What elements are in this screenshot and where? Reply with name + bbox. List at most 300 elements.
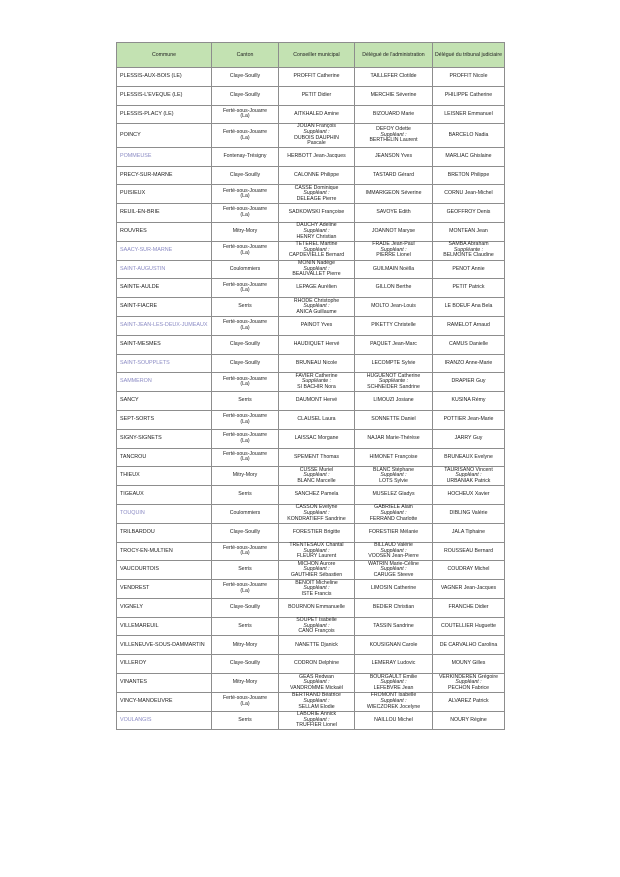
cell-admin [355,392,433,411]
cell-commune: TANCROU [117,448,212,467]
tribunal-line: MARLIAC Ghislaine [445,152,492,159]
admin-line: FORESTIER Mélanie [368,528,419,535]
table-row [117,105,505,124]
canton-line: Claye-Souilly [229,528,261,535]
cell-tribunal [433,147,505,166]
table-row [117,636,505,655]
conseiller-line: FLEURY Laurent [296,553,337,560]
tribunal-line: HOCHEUX Xavier [447,491,490,498]
cell-commune: SAINT-AUGUSTIN [117,260,212,279]
table-row [117,392,505,411]
canton-line: Ferté-sous-Jouarre [222,281,268,288]
cell-admin [355,617,433,636]
canton-line: (La) [240,700,250,707]
canton-line: (La) [240,193,250,200]
cell-commune: PUISIEUX [117,185,212,204]
cell-commune: VIGNELY [117,598,212,617]
tribunal-line: ROUSSEAU Bernard [443,547,493,554]
cell-conseiller [279,542,355,561]
cell-admin [355,147,433,166]
cell-conseiller [279,504,355,523]
canton-line: Serris [238,397,252,404]
tribunal-line: FRANCHE Didier [448,603,489,610]
cell-conseiller [279,429,355,448]
cell-admin [355,86,433,105]
conseiller-line: VANDROMME Mickaël [290,684,343,691]
cell-tribunal [433,222,505,241]
conseiller-line: FORESTIER Brigitte [292,528,341,535]
canton-line: Mitry-Mory [232,228,258,235]
tribunal-line: TAURISANO Vincent [444,466,493,473]
cell-tribunal [433,429,505,448]
admin-line: Suppléant : [380,679,407,686]
cell-tribunal [433,636,505,655]
conseiller-line: LAISSAC Morgane [294,434,339,441]
cell-admin [355,241,433,260]
tribunal-line: LEISNER Emmanuel [444,110,493,117]
admin-line: BIZOUARD Marie [372,110,415,117]
table-row [117,617,505,636]
conseiller-line: DAUCHY Adeline [296,222,337,229]
cell-admin [355,542,433,561]
cell-tribunal [433,467,505,486]
cell-conseiller [279,486,355,505]
cell-commune: VOULANGIS [117,711,212,730]
delegates-table [116,42,505,730]
canton-line: Serris [238,303,252,310]
conseiller-line: Suppléante : [301,378,332,385]
cell-admin [355,598,433,617]
conseiller-line: CALONNE Philippe [294,171,339,178]
tribunal-line: Suppléant : [455,472,482,479]
table-row [117,222,505,241]
tribunal-line: CAMUS Danielle [449,340,488,347]
conseiller-line: CANO François [298,628,335,635]
cell-tribunal [433,185,505,204]
conseiller-line: HAUDIQUET Hervé [293,340,340,347]
cell-canton [212,316,279,335]
admin-line: GABRIELE Alain [374,504,413,511]
cell-canton [212,335,279,354]
cell-commune: ROUVRES [117,222,212,241]
cell-commune: SIGNY-SIGNETS [117,429,212,448]
cell-tribunal [433,124,505,147]
canton-line: Coulommiers [229,265,261,272]
conseiller-line: Suppléant : [303,472,330,479]
cell-tribunal [433,617,505,636]
cell-commune: TOUQUIN [117,504,212,523]
conseiller-line: LEPAGE Aurélien [296,284,337,291]
canton-line: Serris [238,716,252,723]
canton-line: Ferté-sous-Jouarre [222,128,268,135]
admin-line: JOANNOT Maryse [371,228,416,235]
tribunal-line: PHILIPPE Catherine [444,91,493,98]
tribunal-line: MOUNY Gilles [451,660,486,667]
tribunal-line: LE BOEUF Ana Bela [444,303,493,310]
cell-conseiller [279,204,355,223]
tribunal-line: Suppléant : [455,679,482,686]
cell-conseiller [279,68,355,87]
cell-tribunal [433,410,505,429]
canton-line: Ferté-sous-Jouarre [222,450,268,457]
conseiller-line: NANETTE Djanick [295,641,338,648]
cell-conseiller [279,467,355,486]
admin-line: FERRAND Charlotte [369,515,418,522]
canton-line: Ferté-sous-Jouarre [222,695,268,702]
cell-canton [212,711,279,730]
conseiller-line: CODRON Delphine [294,660,339,667]
cell-conseiller [279,86,355,105]
cell-conseiller [279,105,355,124]
admin-line: LOTS Sylvie [379,478,408,484]
canton-line: (La) [240,456,250,463]
cell-admin [355,124,433,147]
cell-commune: VAUCOURTOIS [117,561,212,580]
tribunal-line: BRETON Philippe [447,171,490,178]
conseiller-line: Suppléant : [303,510,330,516]
cell-commune: SAINT-JEAN-LES-DEUX-JUMEAUX [117,316,212,335]
cell-canton [212,636,279,655]
cell-conseiller [279,185,355,204]
cell-admin [355,354,433,373]
canton-line: Coulommiers [229,510,261,516]
conseiller-line: ISTE Francis [301,590,332,597]
cell-conseiller [279,410,355,429]
tribunal-line: PENOT Annie [452,265,485,272]
conseiller-line: Suppléant : [303,190,330,197]
cell-admin [355,260,433,279]
table-row [117,147,505,166]
cell-canton [212,674,279,693]
cell-conseiller [279,561,355,580]
cell-conseiller [279,166,355,185]
canton-line: Mitry-Mory [232,472,258,479]
conseiller-line: RHODE Christophe [293,297,340,304]
cell-admin [355,448,433,467]
table-row [117,241,505,260]
admin-line: PAQUET Jean-Marc [370,340,417,347]
table-row [117,335,505,354]
admin-line: Suppléant : [380,697,407,704]
admin-line: JEANSON Yves [374,152,413,159]
admin-line: SCHNEIDER Sandrine [367,384,420,391]
canton-line: Serris [238,566,252,573]
cell-admin [355,298,433,317]
canton-line: (La) [240,324,250,331]
cell-canton [212,373,279,392]
cell-canton [212,185,279,204]
cell-conseiller [279,241,355,260]
table-row [117,124,505,147]
conseiller-line: BERTRAND Béatrice [292,692,341,699]
cell-admin [355,373,433,392]
cell-tribunal [433,448,505,467]
canton-line: (La) [240,587,250,594]
cell-canton [212,542,279,561]
canton-line: Fontenay-Trésigny [223,152,267,159]
conseiller-line: BRUNEAU Nicole [295,359,338,366]
cell-admin [355,486,433,505]
cell-commune: SAINT-MESMES [117,335,212,354]
tribunal-line: DIBLING Valérie [449,510,488,516]
cell-admin [355,674,433,693]
cell-commune: TROCY-EN-MULTIEN [117,542,212,561]
conseiller-line: KONDRATIEFF Sandrine [287,515,346,522]
tribunal-line: PECHON Fabrice [448,684,489,691]
cell-canton [212,561,279,580]
admin-line: BOURGAULT Emilie [369,673,418,680]
admin-line: NAILLOU Michel [374,716,413,723]
cell-tribunal [433,166,505,185]
cell-commune: SAMMERON [117,373,212,392]
admin-line: Suppléant : [380,131,407,138]
cell-admin [355,711,433,730]
cell-conseiller [279,316,355,335]
admin-line: HIMONET Françoise [369,453,418,460]
cell-tribunal [433,711,505,730]
cell-commune: VINANTES [117,674,212,693]
header-commune: Commune [117,43,212,68]
cell-admin [355,185,433,204]
cell-conseiller [279,298,355,317]
cell-commune: VENDREST [117,580,212,599]
canton-line: (La) [240,287,250,294]
conseiller-line: Suppléant : [303,697,330,704]
cell-commune: SAACY-SUR-MARNE [117,241,212,260]
conseiller-line: BEAUVALLET Pierre [292,271,341,278]
cell-canton [212,279,279,298]
conseiller-line: SADKOWSKI Françoise [288,209,345,216]
cell-admin [355,316,433,335]
cell-admin [355,68,433,87]
admin-line: WATRIN Marie-Céline [368,560,419,567]
admin-line: LEMERAY Ludovic [371,660,416,667]
conseiller-line: Suppléant : [303,246,330,253]
conseiller-line: SPEMENT Thomas [293,453,340,460]
cell-conseiller [279,674,355,693]
tribunal-line: JARRY Guy [454,434,483,441]
cell-canton [212,260,279,279]
cell-commune: SAINTE-AULDE [117,279,212,298]
canton-line: Claye-Souilly [229,171,261,178]
table-row [117,279,505,298]
cell-tribunal [433,542,505,561]
tribunal-line: VERKINDEREN Grégoire [438,673,499,680]
table-row [117,542,505,561]
admin-line: Suppléant : [380,472,407,479]
cell-canton [212,448,279,467]
table-row [117,504,505,523]
tribunal-line: VAGNER Jean-Jacques [440,585,497,592]
conseiller-line: ANICA Guillaume [296,308,337,315]
tribunal-line: BARCELO Nadia [448,131,489,138]
admin-line: TAILLEFER Clotilde [370,73,417,80]
conseiller-line: DUBOIS DAUPHIN [294,134,339,141]
cell-commune: VILLEROY [117,655,212,674]
cell-admin [355,410,433,429]
table-row [117,467,505,486]
cell-admin [355,166,433,185]
table-row [117,260,505,279]
conseiller-line: TETEREL Martine [295,241,338,248]
cell-admin [355,655,433,674]
cell-conseiller [279,636,355,655]
cell-conseiller [279,448,355,467]
cell-canton [212,68,279,87]
conseiller-line: Suppléant : [303,265,330,272]
canton-line: Claye-Souilly [229,603,261,610]
cell-commune: POMMEUSE [117,147,212,166]
conseiller-line: HERBOTT Jean-Jacques [287,152,346,159]
canton-line: (La) [240,249,250,256]
admin-line: PIKETTY Christelle [371,322,416,329]
admin-line: TASSIN Sandrine [373,622,414,629]
conseiller-line: Pascale [307,140,326,147]
conseiller-line: Suppléant : [303,716,330,723]
admin-line: LECOMPTE Sylvie [371,359,416,366]
admin-line: SONNETTE Daniel [371,416,416,423]
table-row [117,486,505,505]
conseiller-line: HENRY Christian [296,233,337,240]
conseiller-line: Suppléant : [303,622,330,629]
cell-conseiller [279,523,355,542]
table-row [117,580,505,599]
conseiller-line: SI BACHIR Nora [297,384,336,391]
table-header-row [117,43,505,68]
table-row [117,373,505,392]
table-row [117,692,505,711]
table-row [117,561,505,580]
cell-admin [355,636,433,655]
table-row [117,68,505,87]
canton-line: Ferté-sous-Jouarre [222,413,268,420]
cell-canton [212,166,279,185]
canton-line: Claye-Souilly [229,340,261,347]
canton-line: Claye-Souilly [229,660,261,667]
cell-admin [355,429,433,448]
cell-conseiller [279,147,355,166]
cell-commune: TRILBARDOU [117,523,212,542]
conseiller-line: MONIN Nadège [298,260,335,267]
cell-commune: VILLENEUVE-SOUS-DAMMARTIN [117,636,212,655]
cell-admin [355,561,433,580]
canton-line: Ferté-sous-Jouarre [222,432,268,439]
tribunal-line: DE CARVALHO Carolina [439,641,498,648]
canton-line: Mitry-Mory [232,679,258,686]
header-conseiller: Conseiller municipal [279,43,355,68]
cell-canton [212,241,279,260]
conseiller-line: Suppléant : [303,547,330,554]
cell-canton [212,147,279,166]
canton-line: Ferté-sous-Jouarre [222,582,268,589]
tribunal-line: PROFFIT Nicole [449,73,488,80]
tribunal-line: BRUNEAUX Evelyne [444,453,493,460]
cell-commune: SEPT-SORTS [117,410,212,429]
cell-canton [212,580,279,599]
canton-line: (La) [240,381,250,388]
cell-tribunal [433,335,505,354]
conseiller-line: BENOIT Micheline [295,579,338,586]
canton-line: Claye-Souilly [229,91,261,98]
admin-line: MOLTO Jean-Louis [371,303,416,310]
cell-tribunal [433,674,505,693]
cell-tribunal [433,105,505,124]
conseiller-line: PROFFIT Catherine [293,73,340,80]
table-row [117,316,505,335]
conseiller-line: Suppléant : [303,585,330,592]
canton-line: Serris [238,622,252,629]
tribunal-line: JALA Tiphaine [451,528,486,535]
cell-canton [212,504,279,523]
cell-canton [212,392,279,411]
cell-conseiller [279,711,355,730]
admin-line: MERCHIE Séverine [370,91,417,98]
cell-admin [355,523,433,542]
conseiller-line: PAINOT Yves [300,322,333,329]
admin-line: BEDIER Christian [372,603,415,610]
cell-tribunal [433,373,505,392]
cell-admin [355,335,433,354]
conseiller-line: BOURNON Emmanuelle [288,603,345,610]
cell-admin [355,467,433,486]
tribunal-line: NOURY Régine [450,716,487,723]
conseiller-line: FAVIER Catherine [295,372,338,379]
conseiller-line: GEAS Redwan [299,673,334,680]
header-delegue-tribunal: Délégué du tribunal judiciaire [433,43,505,68]
table-row [117,523,505,542]
cell-admin [355,279,433,298]
admin-line: Suppléant : [380,566,407,573]
canton-line: Mitry-Mory [232,641,258,648]
cell-tribunal [433,316,505,335]
cell-admin [355,204,433,223]
cell-commune: PLESSIS-AUX-BOIS (LE) [117,68,212,87]
table-row [117,298,505,317]
cell-conseiller [279,692,355,711]
table-row [117,655,505,674]
canton-line: Ferté-sous-Jouarre [222,544,268,551]
admin-line: BERTHELIN Laurent [369,137,418,144]
cell-tribunal [433,392,505,411]
cell-commune: PLESSIS-L'EVEQUE (LE) [117,86,212,105]
conseiller-line: DAUMONT Hervé [295,397,338,404]
tribunal-line: GEOFFROY Denis [446,209,491,216]
table-row [117,185,505,204]
cell-tribunal [433,598,505,617]
cell-tribunal [433,260,505,279]
table-row [117,598,505,617]
tribunal-line: BELMONTE Claudine [443,252,494,259]
table-row [117,674,505,693]
canton-line: (La) [240,113,250,120]
tribunal-line: RAMELOT Arnaud [447,322,490,329]
canton-line: Serris [238,491,252,498]
admin-line: NAJAR Marie-Thérèse [367,434,420,441]
cell-tribunal [433,279,505,298]
cell-tribunal [433,504,505,523]
cell-conseiller [279,617,355,636]
cell-canton [212,523,279,542]
cell-conseiller [279,655,355,674]
admin-line: Suppléant : [380,547,407,554]
cell-tribunal [433,486,505,505]
admin-line: MUSELEZ Gladys [372,491,415,498]
cell-canton [212,204,279,223]
cell-commune: POINCY [117,124,212,147]
tribunal-line: MONTEAN Jean [449,228,488,235]
cell-canton [212,124,279,147]
cell-canton [212,354,279,373]
